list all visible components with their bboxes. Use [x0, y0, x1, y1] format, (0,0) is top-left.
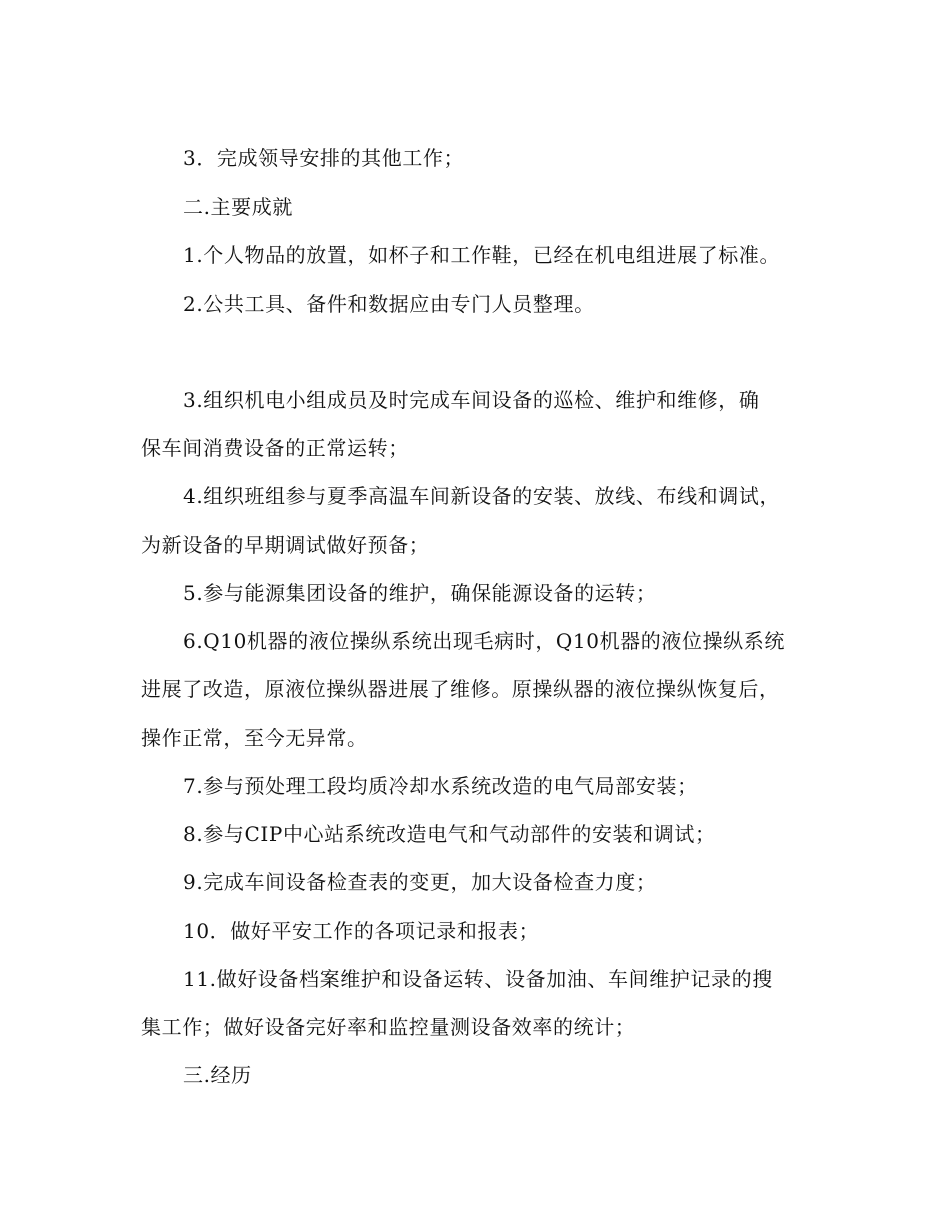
- text-line: 6.Q10机器的液位操纵系统出现毛病时，Q10机器的液位操纵系统: [183, 629, 785, 653]
- text-line: 为新设备的早期调试做好预备；: [141, 533, 430, 557]
- text-line: 4.组织班组参与夏季高温车间新设备的安装、放线、布线和调试，: [183, 484, 781, 508]
- section-heading: 二.主要成就: [183, 195, 293, 219]
- text-line: 7.参与预处理工段均质冷却水系统改造的电气局部安装；: [183, 774, 698, 798]
- text-line: 10．做好平安工作的各项记录和报表；: [183, 919, 540, 943]
- text-line: 保车间消费设备的正常运转；: [141, 436, 409, 460]
- text-line: 3.组织机电小组成员及时完成车间设备的巡检、维护和维修，确: [183, 388, 760, 412]
- text-line: 集工作；做好设备完好率和监控量测设备效率的统计；: [141, 1015, 636, 1039]
- section-heading: 三.经历: [183, 1063, 252, 1087]
- text-line: 进展了改造，原液位操纵器进展了维修。原操纵器的液位操纵恢复后，: [141, 677, 780, 701]
- text-line: 3．完成领导安排的其他工作；: [183, 146, 465, 170]
- text-line: 9.完成车间设备检查表的变更，加大设备检查力度；: [183, 870, 657, 894]
- text-line: 操作正常，至今无异常。: [141, 726, 368, 750]
- text-line: 11.做好设备档案维护和设备运转、设备加油、车间维护记录的搜: [183, 967, 773, 991]
- text-line: 2.公共工具、备件和数据应由专门人员整理。: [183, 292, 595, 316]
- text-line: 1.个人物品的放置，如杯子和工作鞋，已经在机电组进展了标准。: [183, 243, 781, 267]
- text-line: 5.参与能源集团设备的维护，确保能源设备的运转；: [183, 581, 657, 605]
- text-line: 8.参与CIP中心站系统改造电气和气动部件的安装和调试；: [183, 822, 716, 846]
